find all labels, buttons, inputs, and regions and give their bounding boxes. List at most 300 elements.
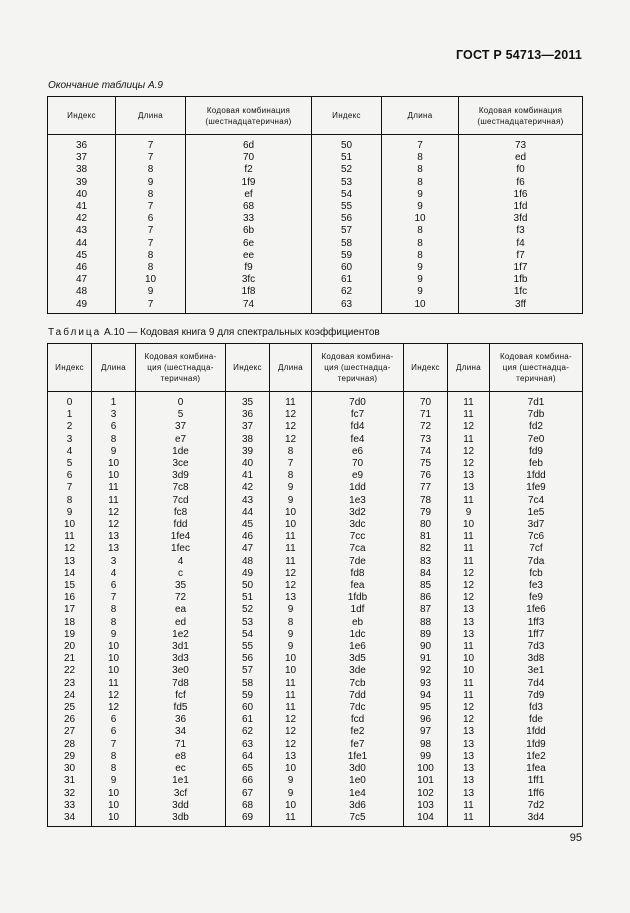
table-cell: 11	[448, 392, 490, 410]
table-cell: 55	[226, 641, 270, 653]
table-cell: 38	[48, 164, 116, 176]
table-cell: 12	[448, 568, 490, 580]
table-row	[48, 213, 583, 225]
table-cell: 9	[92, 775, 136, 787]
table-cell: 13	[448, 482, 490, 494]
table-cell: 60	[312, 262, 382, 274]
table-cell: 7dd	[312, 690, 404, 702]
table-cell: 51	[312, 152, 382, 164]
column-header: Кодовая комбинация (шестнадцатеричная)	[459, 97, 583, 135]
table-cell: 72	[404, 421, 448, 433]
table-cell: 70	[186, 152, 312, 164]
table-cell: 73	[459, 135, 583, 153]
table-cell: f9	[186, 262, 312, 274]
table-cell: 9	[382, 274, 459, 286]
table-cell: 58	[226, 678, 270, 690]
table-row	[48, 458, 583, 470]
table-cell: 77	[404, 482, 448, 494]
table-cell: 10	[92, 458, 136, 470]
table-cell: 19	[48, 629, 92, 641]
table-cell: 86	[404, 592, 448, 604]
table-cell: 85	[404, 580, 448, 592]
table-cell: 7db	[490, 409, 583, 421]
table-cell: 12	[270, 421, 312, 433]
table-cell: f6	[459, 177, 583, 189]
table-cell: fd5	[136, 702, 226, 714]
table-row	[48, 702, 583, 714]
table-row	[48, 164, 583, 176]
table-cell: 48	[226, 556, 270, 568]
table-cell: 80	[404, 519, 448, 531]
table-cell: 13	[448, 617, 490, 629]
table-cell: 26	[48, 714, 92, 726]
table-cell: 61	[226, 714, 270, 726]
table-cell: 10	[270, 665, 312, 677]
table-cell: 28	[48, 739, 92, 751]
table-cell: 11	[448, 556, 490, 568]
table-cell: 11	[448, 495, 490, 507]
column-header: Длина	[448, 344, 490, 392]
table-cell: 1ff7	[490, 629, 583, 641]
table-cell: 11	[448, 409, 490, 421]
table-cell: 67	[226, 788, 270, 800]
table-cell: 8	[92, 751, 136, 763]
table-cell: 6	[92, 580, 136, 592]
table-cell: f7	[459, 250, 583, 262]
table-cell: 7d9	[490, 690, 583, 702]
table-cell: 33	[186, 213, 312, 225]
table-cell: 1e5	[490, 507, 583, 519]
table-cell: 3dc	[312, 519, 404, 531]
table-cell: 62	[312, 286, 382, 298]
table-cell: 7	[116, 152, 186, 164]
table-cell: 72	[136, 592, 226, 604]
table-cell: 37	[136, 421, 226, 433]
table-cell: 40	[48, 189, 116, 201]
table-cell: 10	[92, 812, 136, 827]
table-cell: 8	[270, 617, 312, 629]
table-cell: 12	[270, 726, 312, 738]
table-row	[48, 470, 583, 482]
table-cell: 6	[92, 714, 136, 726]
table-row	[48, 568, 583, 580]
table-cell: 12	[448, 446, 490, 458]
table-cell: 74	[186, 299, 312, 314]
table-cell: 7c5	[312, 812, 404, 827]
table-cell: 12	[92, 690, 136, 702]
table-cell: 1dd	[312, 482, 404, 494]
table-cell: 0	[48, 392, 92, 410]
table-row	[48, 152, 583, 164]
table-cell: 10	[116, 274, 186, 286]
table-cell: 13	[448, 604, 490, 616]
table-cell: 69	[226, 812, 270, 827]
table-cell: f2	[186, 164, 312, 176]
table-cell: ee	[186, 250, 312, 262]
table-row	[48, 617, 583, 629]
column-header: Кодовая комбина- ция (шестнадца- теричная)	[136, 344, 226, 392]
table-cell: 8	[92, 617, 136, 629]
table-cell: 10	[448, 519, 490, 531]
table-cell: 4	[48, 446, 92, 458]
table-cell: ef	[186, 189, 312, 201]
table-cell: 11	[448, 531, 490, 543]
table-cell: 8	[116, 164, 186, 176]
table-cell: 49	[226, 568, 270, 580]
table-cell: 9	[270, 495, 312, 507]
table-cell: 1fdd	[490, 470, 583, 482]
table-cell: 100	[404, 763, 448, 775]
column-header: Длина	[270, 344, 312, 392]
table-cell: 12	[270, 409, 312, 421]
table-cell: 8	[382, 250, 459, 262]
table-row	[48, 189, 583, 201]
table-cell: 7ca	[312, 543, 404, 555]
column-header: Длина	[382, 97, 459, 135]
table-cell: 3de	[312, 665, 404, 677]
table-cell: 52	[312, 164, 382, 176]
table-cell: ea	[136, 604, 226, 616]
table-cell: 42	[226, 482, 270, 494]
table-cell: 39	[48, 177, 116, 189]
table-cell: 62	[226, 726, 270, 738]
table-row	[48, 299, 583, 314]
table-cell: 14	[48, 568, 92, 580]
table-cell: 3d7	[490, 519, 583, 531]
table-cell: 8	[382, 225, 459, 237]
table-cell: 53	[226, 617, 270, 629]
table-cell: 1e1	[136, 775, 226, 787]
table-cell: 12	[448, 714, 490, 726]
table-cell: 96	[404, 714, 448, 726]
table-cell: 10	[270, 653, 312, 665]
table-cell: ed	[136, 617, 226, 629]
table-cell: 3d0	[312, 763, 404, 775]
table-cell: 10	[92, 800, 136, 812]
table-cell: 1e6	[312, 641, 404, 653]
table-cell: 9	[92, 629, 136, 641]
table-cell: 56	[312, 213, 382, 225]
table-cell: 1	[92, 392, 136, 410]
column-header: Кодовая комбина- ция (шестнадца- теричная)	[312, 344, 404, 392]
table-cell: 50	[312, 135, 382, 153]
table-cell: 13	[448, 629, 490, 641]
table-cell: 1e4	[312, 788, 404, 800]
table-row	[48, 751, 583, 763]
table-cell: 3fc	[186, 274, 312, 286]
table-cell: 55	[312, 201, 382, 213]
table-cell: 9	[448, 507, 490, 519]
table-cell: 1fe1	[312, 751, 404, 763]
table-cell: f0	[459, 164, 583, 176]
table-cell: 11	[270, 543, 312, 555]
table-cell: 3d1	[136, 641, 226, 653]
table-cell: 12	[270, 434, 312, 446]
table-cell: 1fec	[136, 543, 226, 555]
table-cell: 1fdb	[312, 592, 404, 604]
table-cell: 10	[92, 665, 136, 677]
table-row	[48, 482, 583, 494]
table-cell: 7	[116, 225, 186, 237]
table-cell: 57	[312, 225, 382, 237]
table-row	[48, 421, 583, 433]
table-row	[48, 250, 583, 262]
table-cell: 82	[404, 543, 448, 555]
table-cell: 3dd	[136, 800, 226, 812]
table-cell: 93	[404, 678, 448, 690]
page-number: 95	[569, 832, 582, 844]
table-cell: 2	[48, 421, 92, 433]
table-cell: 1f6	[459, 189, 583, 201]
table-cell: 12	[270, 714, 312, 726]
table-cell: 90	[404, 641, 448, 653]
table-row	[48, 495, 583, 507]
table-cell: ed	[459, 152, 583, 164]
table-cell: 1ff6	[490, 788, 583, 800]
table-cell: 81	[404, 531, 448, 543]
column-header: Индекс	[48, 97, 116, 135]
table-row	[48, 543, 583, 555]
table-cell: 7da	[490, 556, 583, 568]
table-row	[48, 678, 583, 690]
table-cell: 12	[448, 421, 490, 433]
table-cell: 7	[116, 238, 186, 250]
table-row	[48, 274, 583, 286]
table-cell: 9	[270, 641, 312, 653]
table-cell: 13	[270, 592, 312, 604]
table-cell: 11	[270, 556, 312, 568]
table-row	[48, 262, 583, 274]
table-row	[48, 434, 583, 446]
table-row	[48, 726, 583, 738]
table-cell: 13	[448, 751, 490, 763]
table-cell: 1fd	[459, 201, 583, 213]
table-cell: 47	[48, 274, 116, 286]
table-cell: 7cd	[136, 495, 226, 507]
table-cell: 3	[92, 556, 136, 568]
table-cell: 7	[382, 135, 459, 153]
table-cell: 7d2	[490, 800, 583, 812]
table-cell: 8	[382, 238, 459, 250]
table-cell: fde	[490, 714, 583, 726]
column-header: Длина	[92, 344, 136, 392]
table-cell: fcb	[490, 568, 583, 580]
table-cell: 11	[270, 531, 312, 543]
table-cell: 4	[136, 556, 226, 568]
table-cell: 6	[92, 421, 136, 433]
table-cell: 7	[92, 592, 136, 604]
table-cell: c	[136, 568, 226, 580]
table-cell: 3ce	[136, 458, 226, 470]
table-cell: 8	[92, 604, 136, 616]
table-cell: 56	[226, 653, 270, 665]
table-cell: 7c6	[490, 531, 583, 543]
column-header: Длина	[116, 97, 186, 135]
table-cell: 13	[448, 726, 490, 738]
table-cell: 37	[226, 421, 270, 433]
table-cell: fe9	[490, 592, 583, 604]
table-cell: 10	[92, 470, 136, 482]
table-cell: 13	[270, 751, 312, 763]
table-row	[48, 177, 583, 189]
table-row	[48, 763, 583, 775]
table-cell: 13	[448, 739, 490, 751]
table-cell: 49	[48, 299, 116, 314]
table-cell: 11	[92, 482, 136, 494]
table-cell: 84	[404, 568, 448, 580]
table-row	[48, 225, 583, 237]
table-cell: 13	[448, 788, 490, 800]
table-cell: 36	[48, 135, 116, 153]
table-cell: 45	[48, 250, 116, 262]
table-cell: 15	[48, 580, 92, 592]
table-cell: 8	[92, 434, 136, 446]
table-cell: 7e0	[490, 434, 583, 446]
table-cell: 11	[92, 678, 136, 690]
table-cell: 51	[226, 592, 270, 604]
table-cell: 32	[48, 788, 92, 800]
table-cell: 27	[48, 726, 92, 738]
table-cell: 57	[226, 665, 270, 677]
table-cell: 11	[270, 702, 312, 714]
table-row	[48, 392, 583, 410]
table-cell: 7d4	[490, 678, 583, 690]
table-cell: 11	[448, 434, 490, 446]
table-cell: 9	[116, 177, 186, 189]
column-header: Кодовая комбинация (шестнадцатеричная)	[186, 97, 312, 135]
table-cell: 1fea	[490, 763, 583, 775]
table-cell: 10	[92, 788, 136, 800]
table-cell: 10	[270, 519, 312, 531]
table-cell: 10	[48, 519, 92, 531]
table-cell: 7c8	[136, 482, 226, 494]
table-cell: 3d8	[490, 653, 583, 665]
table-cell: 11	[448, 690, 490, 702]
table-row	[48, 531, 583, 543]
table-cell: 1ff3	[490, 617, 583, 629]
table-cell: 13	[448, 763, 490, 775]
table-cell: 3	[92, 409, 136, 421]
table-cell: 1e2	[136, 629, 226, 641]
table-cell: 6b	[186, 225, 312, 237]
table-cell: 12	[92, 702, 136, 714]
table-cell: 16	[48, 592, 92, 604]
table-cell: 70	[312, 458, 404, 470]
table-cell: 7	[116, 201, 186, 213]
table-cell: 3d5	[312, 653, 404, 665]
table-cell: 5	[48, 458, 92, 470]
column-header: Кодовая комбина- ция (шестнадца- теричная)	[490, 344, 583, 392]
table-cell: 40	[226, 458, 270, 470]
table-cell: 13	[92, 531, 136, 543]
table-cell: 1df	[312, 604, 404, 616]
table-cell: 8	[270, 446, 312, 458]
table-cell: 12	[448, 458, 490, 470]
table-cell: 48	[48, 286, 116, 298]
table-cell: 23	[48, 678, 92, 690]
table-cell: 45	[226, 519, 270, 531]
table-cell: 7	[48, 482, 92, 494]
table-cell: 47	[226, 543, 270, 555]
table-cell: 87	[404, 604, 448, 616]
table-cell: fd8	[312, 568, 404, 580]
table-cell: f3	[459, 225, 583, 237]
column-header: Индекс	[312, 97, 382, 135]
table-cell: 83	[404, 556, 448, 568]
table-cell: 36	[226, 409, 270, 421]
table-cell: e7	[136, 434, 226, 446]
table-cell: fea	[312, 580, 404, 592]
table-cell: feb	[490, 458, 583, 470]
table-row	[48, 286, 583, 298]
table-cell: 63	[312, 299, 382, 314]
table-row	[48, 580, 583, 592]
table-cell: 5	[136, 409, 226, 421]
table-cell: 12	[448, 592, 490, 604]
table-cell: 8	[48, 495, 92, 507]
table-cell: 71	[404, 409, 448, 421]
table-cell: 25	[48, 702, 92, 714]
table-cell: 11	[270, 392, 312, 410]
table-cell: 7	[92, 739, 136, 751]
table-cell: 7	[270, 458, 312, 470]
table-cell: 10	[270, 763, 312, 775]
table-a10-caption-title: А.10 — Кодовая книга 9 для спектральных коэффициентов	[101, 327, 380, 338]
table-cell: fdd	[136, 519, 226, 531]
table-cell: 7	[116, 135, 186, 153]
table-cell: 8	[116, 250, 186, 262]
table-cell: fd2	[490, 421, 583, 433]
table-cell: 8	[382, 177, 459, 189]
table-cell: 13	[48, 556, 92, 568]
table-cell: e6	[312, 446, 404, 458]
table-row	[48, 592, 583, 604]
table-cell: 9	[382, 286, 459, 298]
table-cell: 98	[404, 739, 448, 751]
table-cell: 89	[404, 629, 448, 641]
table-cell: 94	[404, 690, 448, 702]
table-cell: 7d3	[490, 641, 583, 653]
table-row	[48, 800, 583, 812]
table-cell: 52	[226, 604, 270, 616]
table-cell: 53	[312, 177, 382, 189]
table-cell: 9	[270, 482, 312, 494]
table-cell: 102	[404, 788, 448, 800]
table-cell: f4	[459, 238, 583, 250]
table-cell: 3e0	[136, 665, 226, 677]
table-cell: 44	[48, 238, 116, 250]
table-cell: 3db	[136, 812, 226, 827]
table-cell: 43	[48, 225, 116, 237]
table-cell: 30	[48, 763, 92, 775]
table-cell: 92	[404, 665, 448, 677]
table-cell: 37	[48, 152, 116, 164]
table-cell: 91	[404, 653, 448, 665]
table-row	[48, 409, 583, 421]
table-cell: fe3	[490, 580, 583, 592]
table-cell: 12	[270, 580, 312, 592]
table-cell: 61	[312, 274, 382, 286]
table-cell: 1ff1	[490, 775, 583, 787]
table-cell: eb	[312, 617, 404, 629]
table-cell: 11	[92, 495, 136, 507]
table-cell: 31	[48, 775, 92, 787]
table-cell: 1	[48, 409, 92, 421]
table-cell: 12	[48, 543, 92, 555]
table-cell: fe4	[312, 434, 404, 446]
table-cell: 76	[404, 470, 448, 482]
table-cell: 8	[116, 189, 186, 201]
